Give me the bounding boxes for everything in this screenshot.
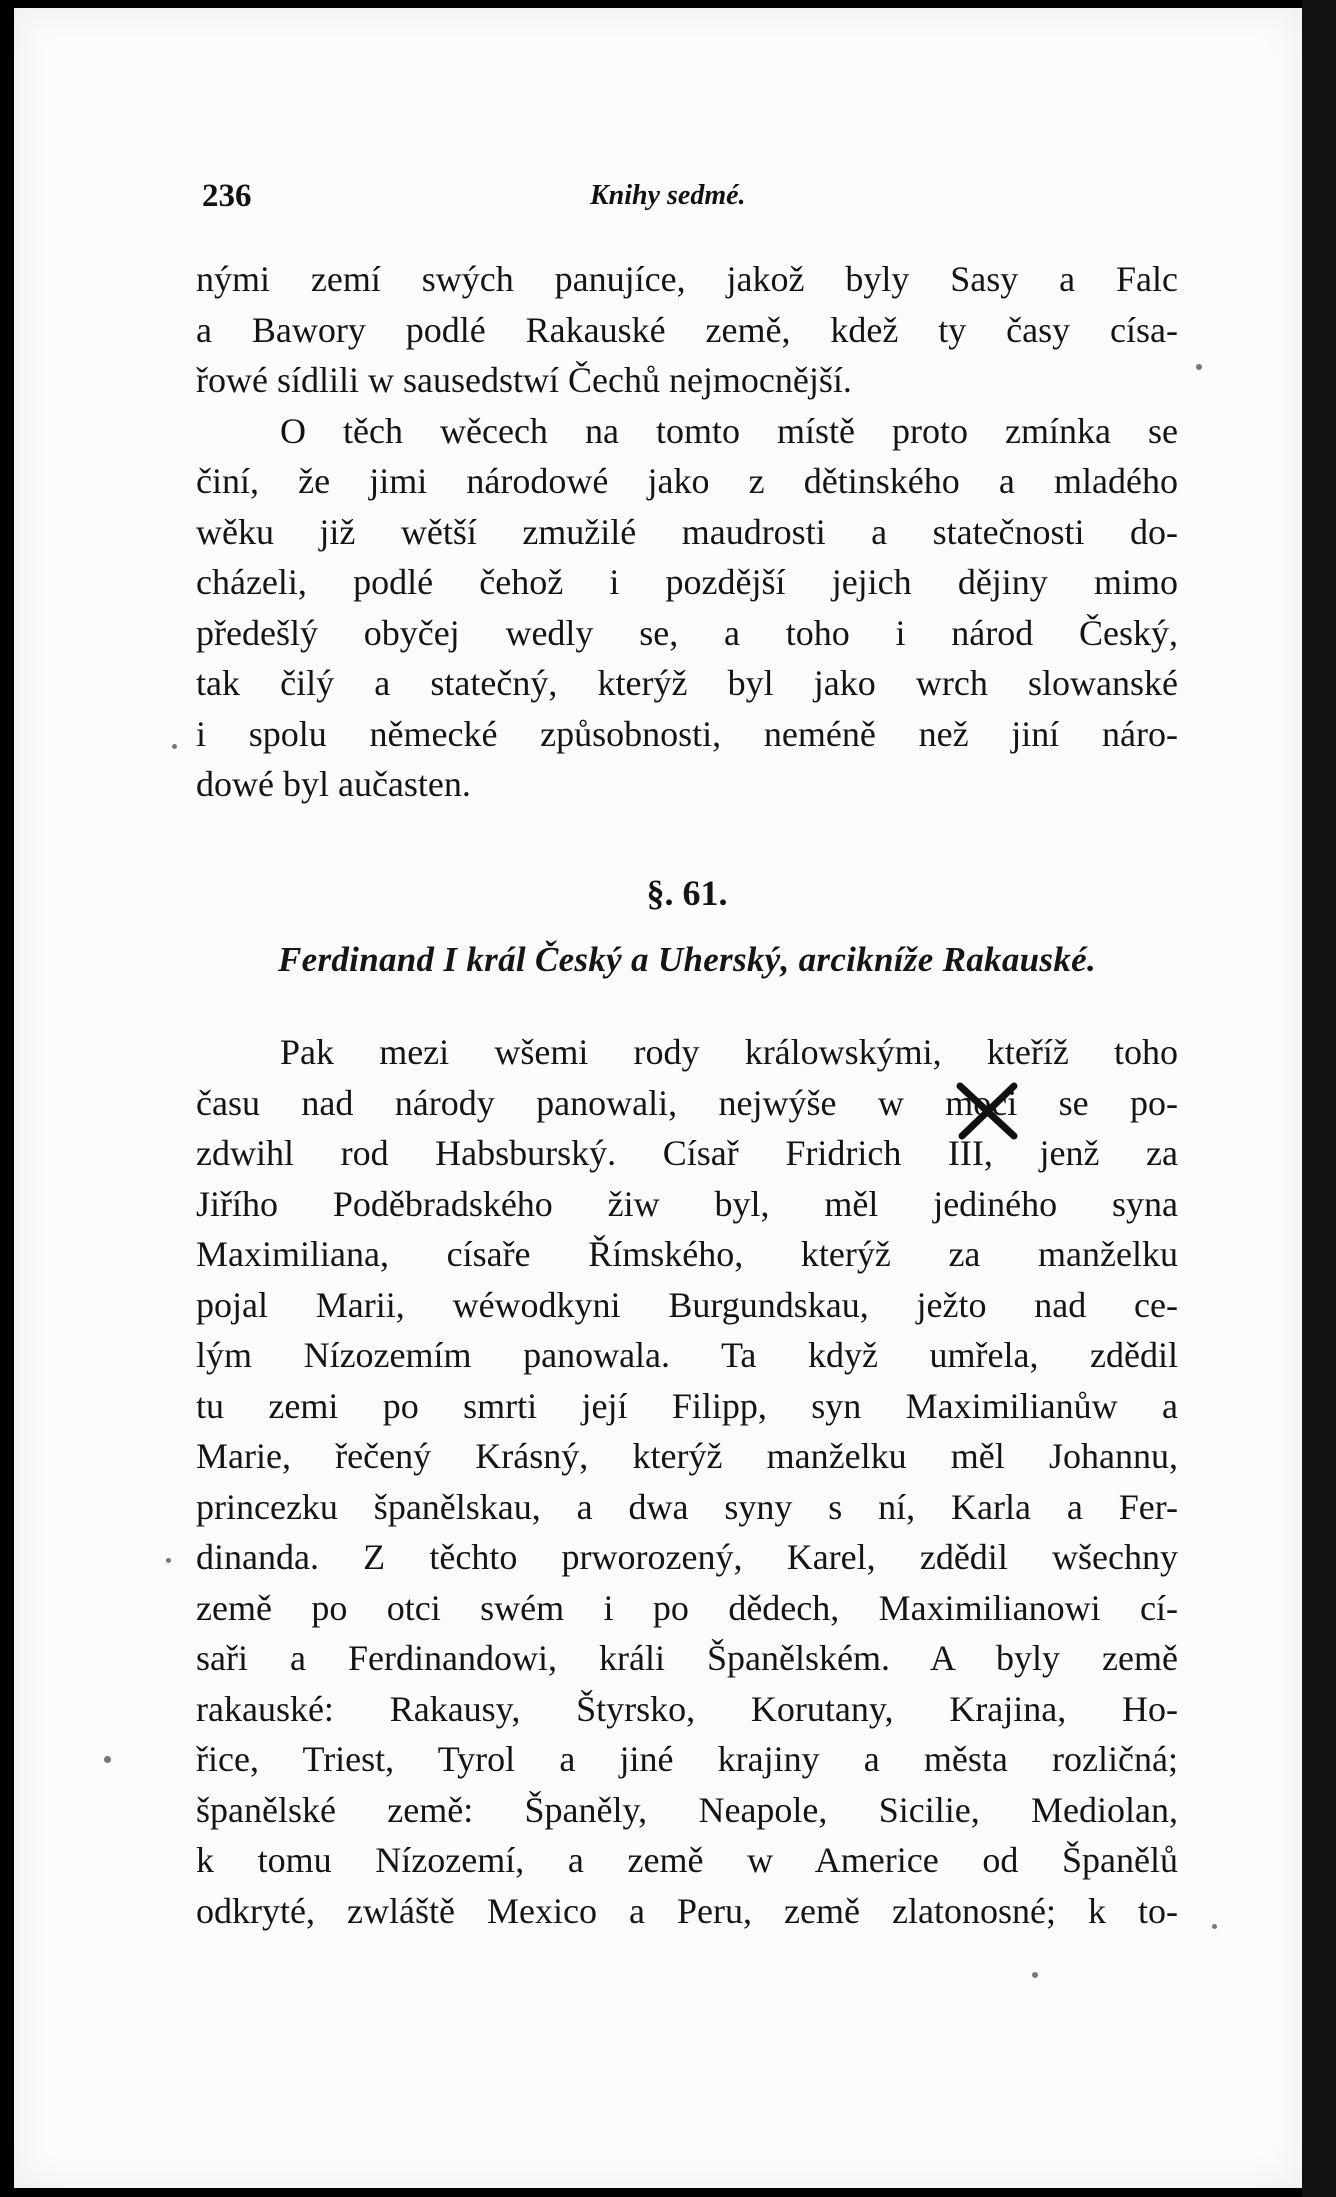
text-line: Marie, řečený Krásný, kterýž manželku měl Johannu, [196,1436,1178,1476]
text-line: rakauské: Rakausy, Štyrsko, Korutany, Krajina, Ho- [196,1688,1178,1729]
text-line: O těch wěcech na tomto místě proto zmínka se [280,410,1178,451]
text-line: země po otci swém i po dědech, Maximilianowi cí- [196,1587,1178,1628]
scan-edge-strip [1302,0,1336,2197]
text-line: nými zemí swých panujíce, jakož byly Sasy a Falc [196,259,1178,299]
text-line: tu zemi po smrti její Filipp, syn Maximilianůw a [196,1385,1178,1426]
text-line: i spolu německé způsobnosti, neméně než jiní náro- [196,713,1178,754]
speck [1212,1924,1217,1929]
section-number: §. 61. [646,873,728,913]
text-line: pojal Marii, wéwodkyni Burgundskau, ježto nad ce- [196,1284,1178,1325]
page-number: 236 [202,178,252,214]
speck [104,1756,111,1763]
text-line: odkryté, zwláště Mexico a Peru, země zlatonosné; k to- [196,1890,1178,1931]
text-line: předešlý obyčej wedly se, a toho i národ Český, [196,612,1178,653]
running-title: Knihy sedmé. [590,180,746,211]
text-block-top [196,254,1178,810]
text-line: Pak mezi wšemi rody králowskými, kteříž toho [280,1032,1178,1072]
speck [172,744,177,749]
speck [1032,1972,1038,1978]
text-line: Jiřího Poděbradského žiw byl, měl jediného syna [196,1183,1178,1224]
text-line: řowé sídlili w sausedstwí Čechů nejmocnější. [196,360,852,400]
speck [166,1558,171,1563]
text-line: zdwihl rod Habsburský. Císař Fridrich III, jenž za [196,1133,1178,1173]
text-line: činí, že jimi národowé jako z dětinského a mladého [196,461,1178,501]
text-line: lým Nízozemím panowala. Ta když umřela, zdědil [196,1335,1178,1375]
text-line: Maximiliana, císaře Římského, kterýž za manželku [196,1234,1178,1274]
text-line: řice, Triest, Tyrol a jiné krajiny a města rozličná; [196,1739,1178,1779]
text-block-bottom [196,1027,1178,1936]
ink-cross-mark [952,1080,1022,1142]
text-line: cházeli, podlé čehož i pozdější jejich dějiny mimo [196,562,1178,602]
text-line: španělské země: Španěly, Neapole, Sicilie, Mediolan, [196,1789,1178,1830]
text-line: k tomu Nízozemí, a země w Americe od Španělů [196,1840,1178,1880]
text-line: dinanda. Z těchto prworozený, Karel, zdědil wšechny [196,1537,1178,1577]
text-line: dowé byl aučasten. [196,764,471,804]
speck [1196,364,1202,370]
text-line: a Bawory podlé Rakauské země, kdež ty časy císa- [196,309,1178,350]
text-line: tak čilý a statečný, kterýž byl jako wrch slowanské [196,663,1178,703]
section-title: Ferdinand I král Český a Uherský, arcikníže Rakauské. [277,940,1097,979]
text-line: princezku španělskau, a dwa syny s ní, Karla a Fer- [196,1486,1178,1527]
page-header [190,178,1180,218]
text-line: saři a Ferdinandowi, králi Španělském. A byly země [196,1638,1178,1678]
text-line: wěku již wětší zmužilé maudrosti a statečnosti do- [196,511,1178,552]
text-line: času nad národy panowali, nejwýše w moci se po- [196,1082,1178,1123]
